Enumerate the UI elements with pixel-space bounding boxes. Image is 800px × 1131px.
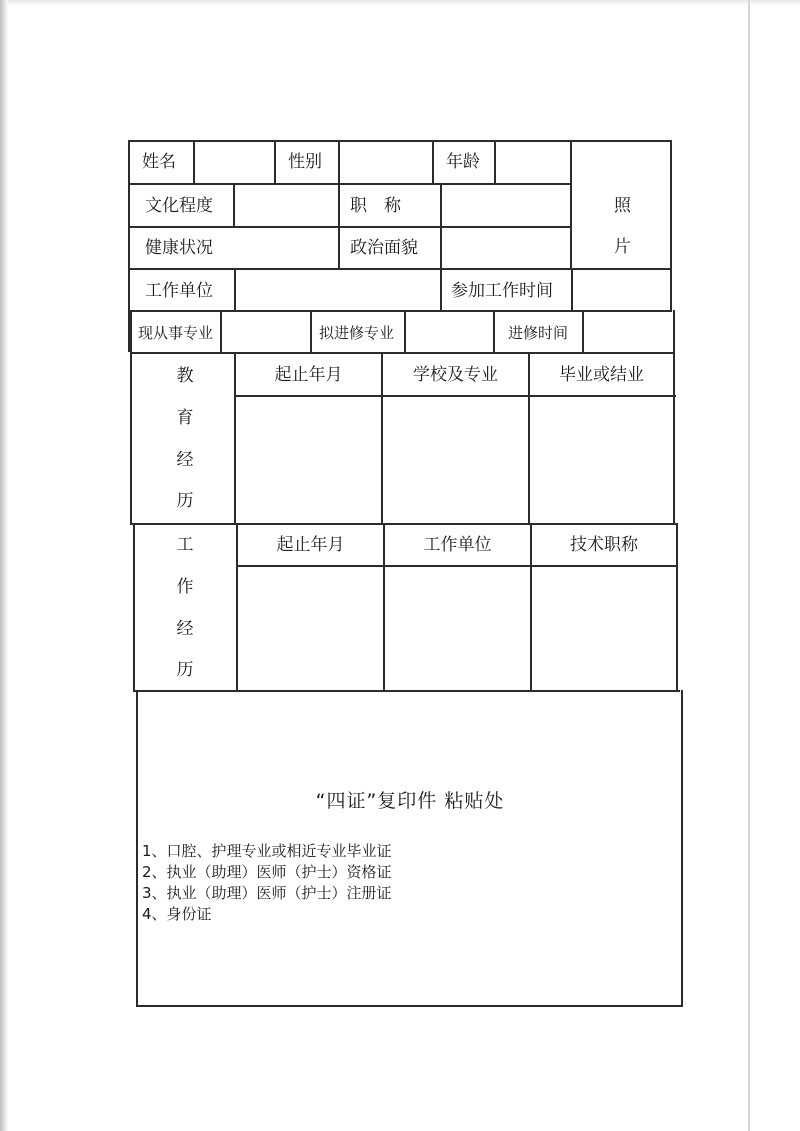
professional-title-field[interactable] <box>442 185 570 226</box>
current-major-field[interactable] <box>222 312 310 352</box>
table-line <box>274 140 276 184</box>
table-line <box>440 268 442 312</box>
table-line <box>137 1005 683 1007</box>
study-time-field[interactable] <box>584 312 673 352</box>
table-line <box>670 140 672 312</box>
professional-title-label: 职 称 <box>350 196 401 216</box>
current-major-label: 现从事专业 <box>138 324 214 342</box>
table-line <box>673 310 675 525</box>
certificate-list-item: 4、身份证 <box>142 905 212 923</box>
work-side-label: 历 <box>176 660 194 680</box>
table-line <box>338 183 340 270</box>
table-line <box>131 352 674 354</box>
table-line <box>681 690 683 1007</box>
planned-major-label: 拟进修专业 <box>319 324 395 342</box>
education-period-cell[interactable] <box>236 397 381 523</box>
education-level-field[interactable] <box>235 185 338 226</box>
education-graduation-cell[interactable] <box>530 397 673 523</box>
name-label: 姓名 <box>142 152 176 172</box>
education-side-label: 育 <box>176 408 194 428</box>
certificate-list-item: 3、执业（助理）医师（护士）注册证 <box>142 884 392 902</box>
work-side-label: 经 <box>176 619 194 639</box>
work-start-time-label: 参加工作时间 <box>451 281 553 301</box>
age-field[interactable] <box>496 142 570 183</box>
work-period-header: 起止年月 <box>276 535 345 555</box>
study-time-label: 进修时间 <box>508 324 569 342</box>
photo-label: 片 <box>614 237 631 257</box>
table-line <box>131 523 677 525</box>
photo-label: 照 <box>614 196 631 216</box>
education-school-cell[interactable] <box>383 397 528 523</box>
workplace-field[interactable] <box>236 270 440 310</box>
health-status-label: 健康状况 <box>145 238 213 258</box>
education-level-label: 文化程度 <box>145 196 213 216</box>
age-label: 年龄 <box>446 152 480 172</box>
workplace-label: 工作单位 <box>145 281 213 301</box>
work-title-cell[interactable] <box>532 567 676 690</box>
health-status-field[interactable] <box>235 228 338 268</box>
work-period-cell[interactable] <box>238 567 383 690</box>
work-unit-cell[interactable] <box>385 567 530 690</box>
table-line <box>133 523 135 692</box>
education-side-label: 历 <box>176 491 194 511</box>
political-status-label: 政治面貌 <box>350 238 418 258</box>
education-school-header: 学校及专业 <box>413 365 498 385</box>
work-title-header: 技术职称 <box>570 535 638 555</box>
certificate-list-item: 2、执业（助理）医师（护士）资格证 <box>142 863 392 881</box>
paste-area-title: “四证”复印件 粘贴处 <box>315 790 505 812</box>
gender-field[interactable] <box>340 142 432 183</box>
table-line <box>130 310 132 525</box>
work-unit-header: 工作单位 <box>423 535 492 555</box>
education-side-label: 教 <box>176 366 194 386</box>
table-line <box>493 310 495 354</box>
education-graduation-header: 毕业或结业 <box>559 365 644 385</box>
education-side-label: 经 <box>176 450 194 470</box>
education-period-header: 起止年月 <box>274 365 343 385</box>
planned-major-field[interactable] <box>406 312 493 352</box>
work-start-time-field[interactable] <box>573 270 670 310</box>
work-side-label: 作 <box>176 577 194 597</box>
name-field[interactable] <box>195 142 274 183</box>
political-status-field[interactable] <box>442 228 570 268</box>
gender-label: 性别 <box>288 152 322 172</box>
table-line <box>676 523 678 692</box>
work-side-label: 工 <box>176 535 194 555</box>
table-line <box>310 310 312 354</box>
certificate-list-item: 1、口腔、护理专业或相近专业毕业证 <box>142 842 392 860</box>
table-line <box>432 140 434 184</box>
